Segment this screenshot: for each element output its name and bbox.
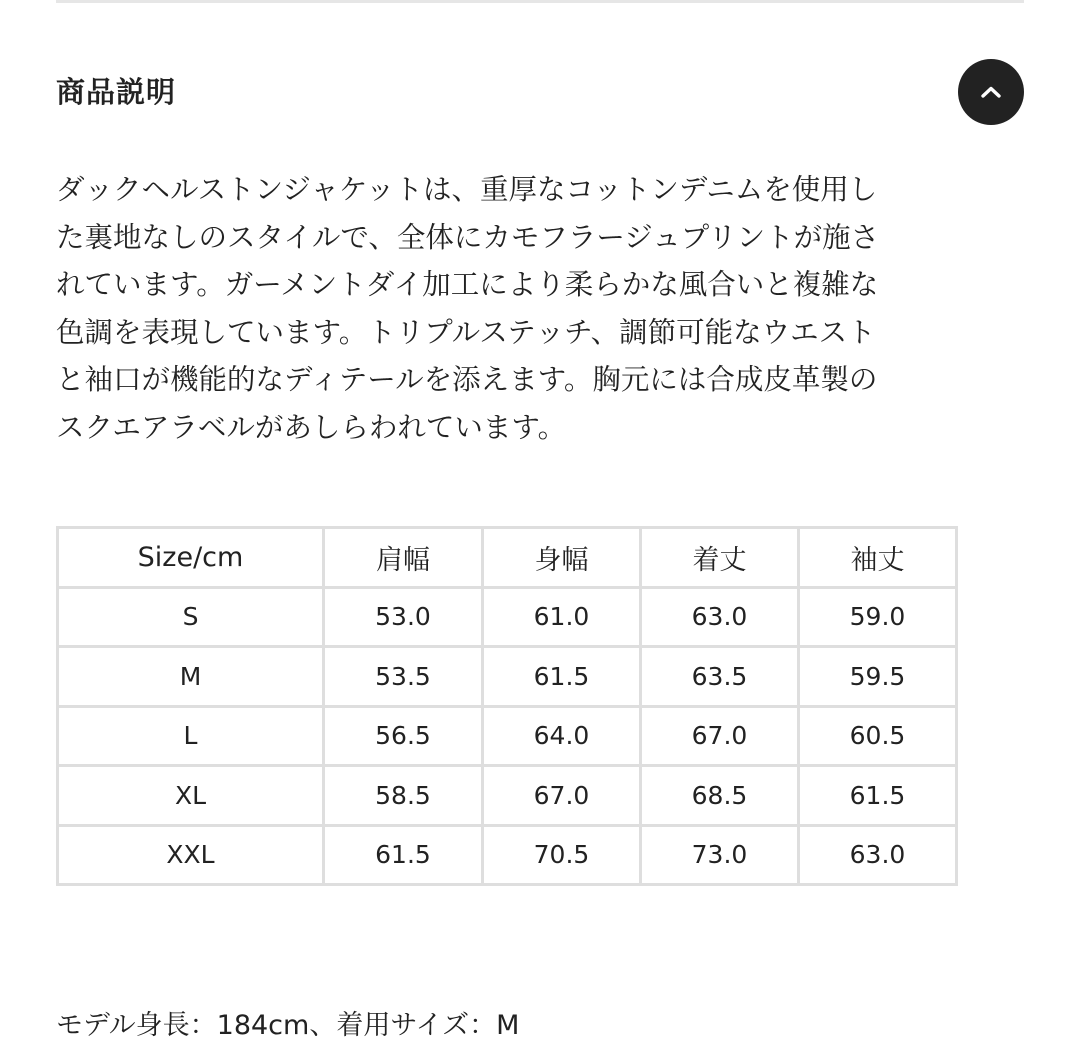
header-cell-length: 着丈: [641, 528, 799, 588]
description-line: れています。ガーメントダイ加工により柔らかな風合いと複雑な: [56, 268, 879, 301]
product-description: [56, 166, 956, 451]
table-cell: 61.5: [799, 766, 957, 826]
table-cell: 63.5: [641, 647, 799, 707]
size-cell: L: [58, 706, 324, 766]
size-table-header-row: [58, 528, 957, 588]
table-cell: 61.0: [483, 587, 641, 647]
table-cell: 63.0: [799, 825, 957, 885]
table-cell: 67.0: [483, 766, 641, 826]
table-cell: 59.0: [799, 587, 957, 647]
table-cell: 73.0: [641, 825, 799, 885]
description-line: 色調を表現しています。トリプルステッチ、調節可能なウエスト: [56, 315, 876, 349]
size-table: [56, 526, 958, 886]
size-cell: S: [58, 587, 324, 647]
table-cell: 70.5: [483, 825, 641, 885]
table-cell: 63.0: [641, 587, 799, 647]
table-row: [58, 825, 957, 885]
description-line: た裏地なしのスタイルで、全体にカモフラージュプリントが施さ: [56, 220, 880, 254]
table-cell: 60.5: [799, 706, 957, 766]
size-cell: M: [58, 647, 324, 707]
header-cell-sleeve: 袖丈: [799, 528, 957, 588]
table-row: [58, 766, 957, 826]
top-divider: [56, 0, 1024, 3]
table-row: [58, 706, 957, 766]
header-cell-shoulder: 肩幅: [324, 528, 483, 588]
table-cell: 59.5: [799, 647, 957, 707]
collapse-button[interactable]: [958, 59, 1024, 125]
table-cell: 53.5: [324, 647, 483, 707]
size-cell: XL: [58, 766, 324, 826]
section-title: 商品説明: [56, 75, 177, 109]
description-line: ダックヘルストンジャケットは、重厚なコットンデニムを使用し: [56, 173, 878, 206]
header-cell-size: Size/cm: [58, 528, 324, 588]
size-cell: XXL: [58, 825, 324, 885]
table-cell: 61.5: [324, 825, 483, 885]
table-cell: 56.5: [324, 706, 483, 766]
table-cell: 58.5: [324, 766, 483, 826]
table-cell: 68.5: [641, 766, 799, 826]
table-row: [58, 647, 957, 707]
table-cell: 64.0: [483, 706, 641, 766]
table-cell: 53.0: [324, 587, 483, 647]
description-line: スクエアラベルがあしらわれています。: [56, 410, 567, 444]
table-cell: 61.5: [483, 647, 641, 707]
header-cell-chest: 身幅: [483, 528, 641, 588]
chevron-up-icon: [980, 85, 1002, 99]
description-line: と袖口が機能的なディテールを添えます。胸元には合成皮革製の: [56, 363, 878, 396]
table-cell: 67.0: [641, 706, 799, 766]
table-row: [58, 587, 957, 647]
model-size-note: モデル身長：184cm、着用サイズ：M: [56, 1010, 520, 1041]
